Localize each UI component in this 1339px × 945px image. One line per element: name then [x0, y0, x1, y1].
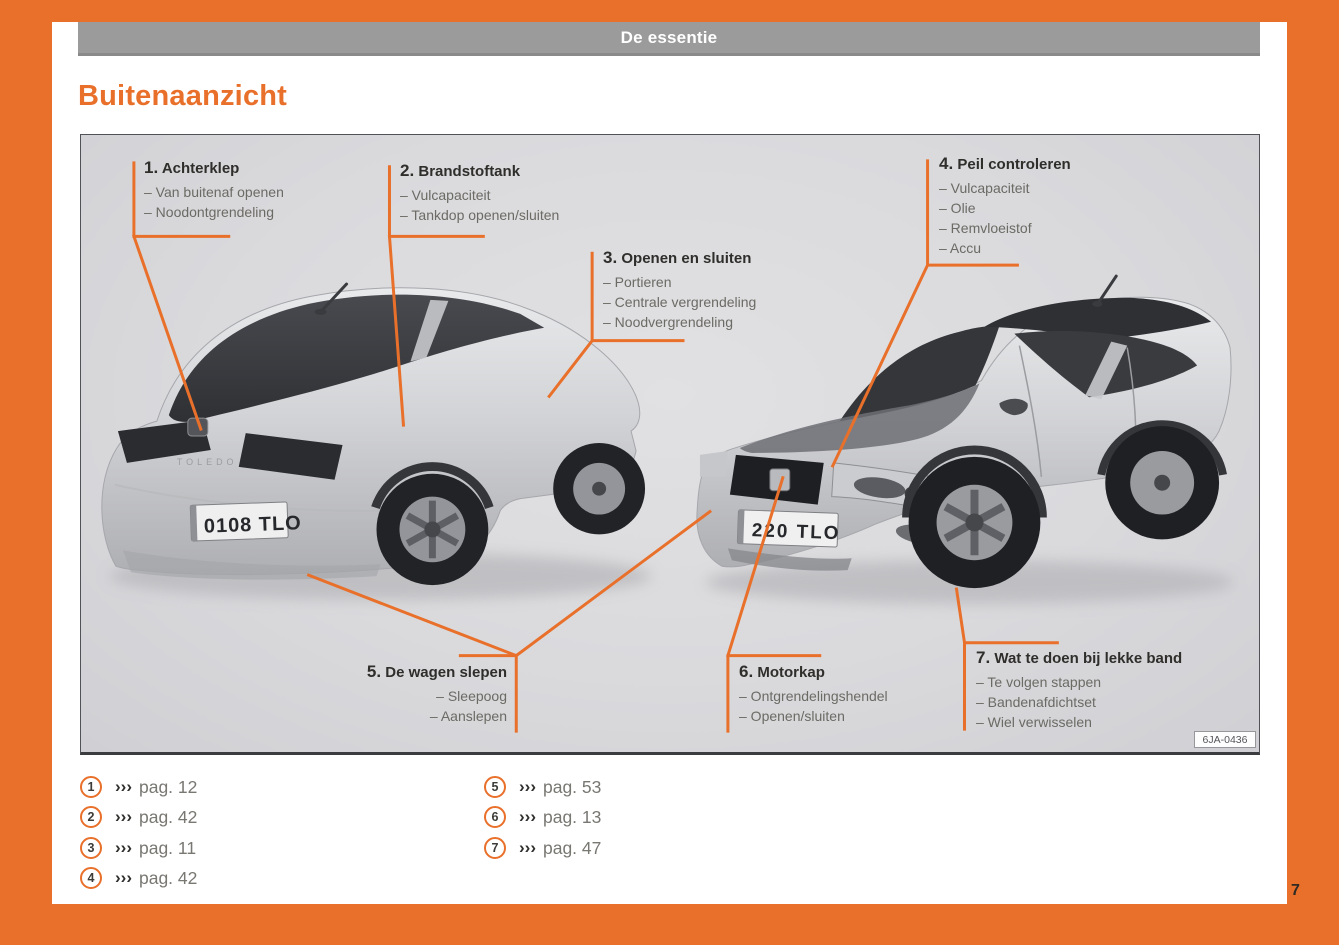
figure-code-tag: 6JA-0436	[1194, 731, 1256, 748]
exterior-view-figure	[80, 134, 1260, 755]
callout-item: – Centrale vergrendeling	[603, 294, 757, 310]
rear-wheel-far	[1105, 426, 1219, 539]
ref-page-label: pag. 13	[542, 806, 602, 827]
callout-item: – Wiel verwisselen	[976, 714, 1092, 730]
callout-item: – Vulcapaciteit	[939, 180, 1030, 196]
headlight-left	[700, 451, 728, 477]
callout-item: – Olie	[939, 200, 976, 216]
callout-item: – Remvloeistof	[939, 220, 1032, 236]
chevrons-icon: ›››	[115, 777, 132, 796]
ref-number-badge: 2	[80, 806, 102, 828]
ref-row-7	[484, 837, 601, 859]
callout-item: – Accu	[939, 240, 982, 256]
callout-title: 4. Peil controleren	[939, 154, 1071, 173]
callout-2-brandstoftank	[400, 162, 559, 225]
rear-license-plate	[190, 501, 302, 541]
chevrons-icon: ›››	[519, 807, 536, 826]
ref-row-2	[80, 806, 197, 828]
rear-wheel	[376, 474, 488, 585]
page-border-right	[1287, 0, 1339, 945]
callout-6-motorkap	[739, 663, 888, 726]
front-wheel-far	[553, 443, 645, 534]
ref-page-label: pag. 42	[138, 806, 198, 827]
ref-number-badge: 4	[80, 867, 102, 889]
callout-1-achterklep	[144, 159, 284, 222]
ref-number-badge: 1	[80, 776, 102, 798]
callout-title: 1. Achterklep	[144, 158, 240, 177]
callout-item: – Vulcapaciteit	[400, 187, 491, 203]
callout-item: – Te volgen stappen	[976, 674, 1102, 690]
page-border-left	[0, 0, 52, 945]
callout-title: 3. Openen en sluiten	[603, 248, 752, 267]
ref-row-6	[484, 806, 601, 828]
chevrons-icon: ›››	[519, 777, 536, 796]
callout-item: – Ontgrendelingshendel	[739, 688, 888, 704]
svg-text:0108 TLO: 0108 TLO	[203, 512, 303, 538]
callout-title: 5. De wagen slepen	[366, 662, 507, 681]
chapter-header-bar	[78, 22, 1260, 56]
callout-title: 6. Motorkap	[739, 662, 825, 681]
ref-row-5	[484, 776, 601, 798]
chevrons-icon: ›››	[519, 838, 536, 857]
page-border-top	[0, 0, 1339, 22]
callout-3-openen-en-sluiten	[603, 249, 756, 332]
callout-item: – Bandenafdichtset	[976, 694, 1096, 710]
chevrons-icon: ›››	[115, 807, 132, 826]
ref-number-badge: 5	[484, 776, 506, 798]
car-front-view	[697, 276, 1234, 604]
ref-number-badge: 6	[484, 806, 506, 828]
page-border-bottom	[0, 904, 1339, 945]
ref-page-label: pag. 47	[542, 837, 602, 858]
callout-item: – Van buitenaf openen	[144, 184, 284, 200]
ref-number-badge: 3	[80, 837, 102, 859]
callout-item: – Tankdop openen/sluiten	[400, 207, 560, 223]
ref-page-label: pag. 42	[138, 867, 198, 888]
callout-item: – Portieren	[603, 274, 672, 290]
callout-item: – Aanslepen	[429, 708, 507, 724]
callout-item: – Openen/sluiten	[739, 708, 845, 724]
ref-page-label: pag. 11	[138, 837, 197, 858]
callout-5-de-wagen-slepen	[367, 663, 507, 726]
car-rear-view	[102, 284, 652, 600]
page-title: Buitenaanzicht	[78, 80, 288, 112]
chevrons-icon: ›››	[115, 868, 132, 887]
ref-number-badge: 7	[484, 837, 506, 859]
chevrons-icon: ›››	[115, 838, 132, 857]
page-number: 7	[1291, 882, 1300, 899]
callout-item: – Sleepoog	[436, 688, 507, 704]
callout-title: 2. Brandstoftank	[400, 161, 521, 180]
front-wheel	[909, 457, 1041, 588]
trunk-badge: TOLEDO	[176, 456, 238, 467]
front-license-plate	[737, 510, 841, 547]
callout-item: – Noodvergrendeling	[603, 314, 733, 330]
callout-title: 7. Wat te doen bij lekke band	[976, 648, 1183, 667]
ref-row-1	[80, 776, 197, 798]
ref-page-label: pag. 12	[138, 776, 198, 797]
svg-text:220 TLO: 220 TLO	[751, 520, 841, 545]
ref-row-3	[80, 837, 196, 859]
callout-7-lekke-band	[976, 649, 1182, 732]
ref-row-4	[80, 867, 197, 889]
callout-4-peil-controleren	[939, 155, 1071, 258]
callout-item: – Noodontgrendeling	[144, 204, 274, 220]
ref-page-label: pag. 53	[542, 776, 602, 797]
chapter-title: De essentie	[620, 27, 718, 47]
